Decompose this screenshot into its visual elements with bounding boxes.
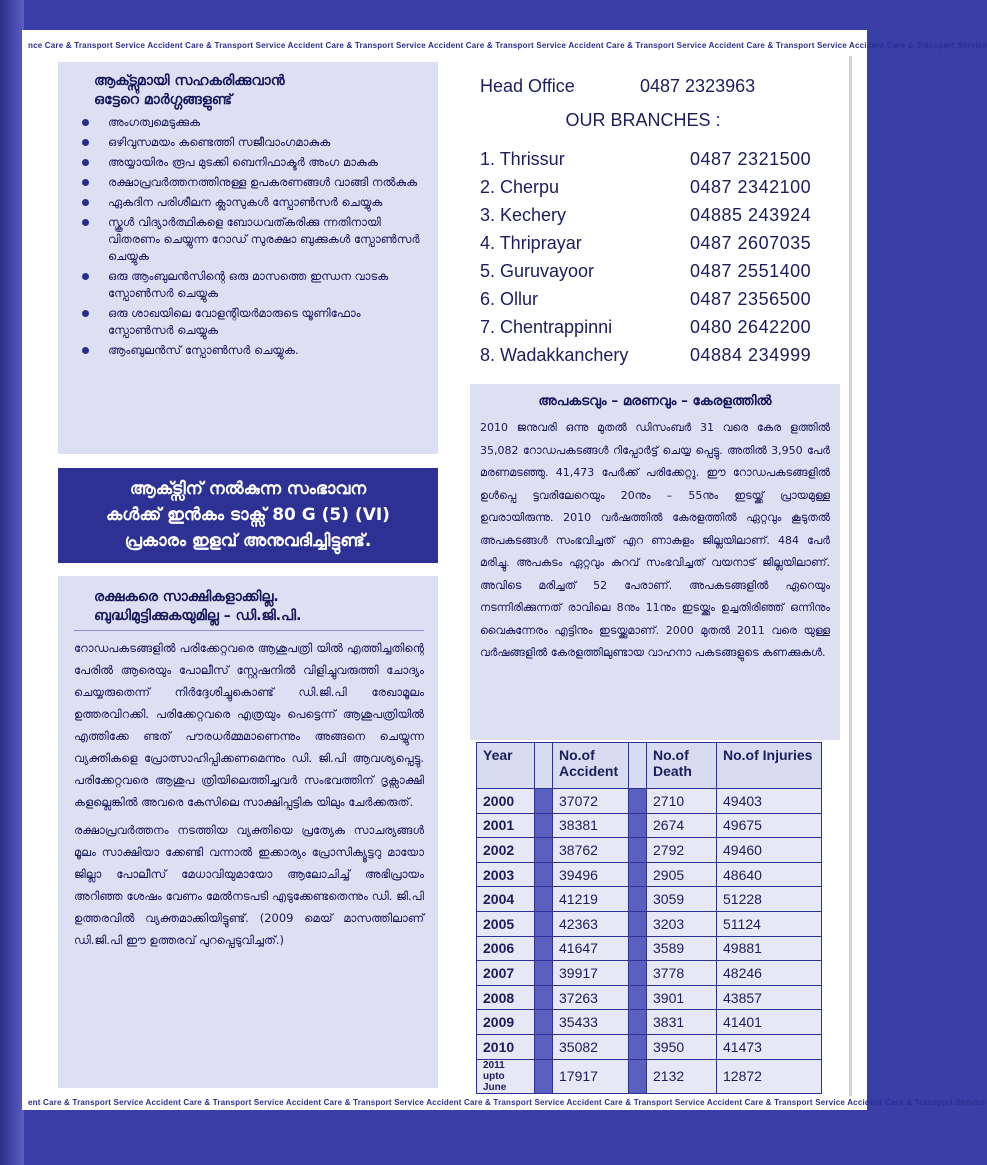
contacts-section xyxy=(470,64,840,372)
cell-accident: 37263 xyxy=(553,985,629,1010)
branch-row xyxy=(480,285,830,313)
cooperation-list xyxy=(72,114,424,359)
cell-accident: 37072 xyxy=(553,789,629,814)
branch-row xyxy=(480,341,830,369)
table-row xyxy=(477,1034,822,1059)
cell-death: 3778 xyxy=(647,961,717,986)
cell-accident: 38762 xyxy=(553,838,629,863)
cell-spacer xyxy=(629,961,647,986)
cell-accident: 41647 xyxy=(553,936,629,961)
cell-spacer xyxy=(535,936,553,961)
cell-spacer xyxy=(535,1010,553,1035)
cooperation-heading-2: ഒട്ടേറെ മാർഗ്ഗങ്ങളുണ്ട് xyxy=(94,92,232,108)
cell-year: 2002 xyxy=(477,838,535,863)
cell-death: 3589 xyxy=(647,936,717,961)
cell-injuries: 51124 xyxy=(717,911,822,936)
head-office-label: Head Office xyxy=(480,76,575,96)
cell-year: 2003 xyxy=(477,862,535,887)
branch-phone: 04884 234999 xyxy=(690,345,812,365)
col-header-injuries: No.of Injuries xyxy=(717,743,822,789)
table-row xyxy=(477,789,822,814)
cell-year: 2008 xyxy=(477,985,535,1010)
list-item: അംഗത്വമെടുക്കുക xyxy=(72,114,424,131)
cell-spacer xyxy=(535,1059,553,1093)
table-row xyxy=(477,862,822,887)
col-header-gap xyxy=(629,743,647,789)
cell-spacer xyxy=(535,838,553,863)
branch-row xyxy=(480,173,830,201)
accidents-heading: അപകടവും – മരണവും – കേരളത്തിൽ xyxy=(538,393,772,409)
cell-spacer xyxy=(629,1010,647,1035)
cell-death: 2905 xyxy=(647,862,717,887)
witness-heading-2: ബുദ്ധിമുട്ടിക്കുകയുമില്ല – ഡി.ജി.പി. xyxy=(74,607,424,631)
cell-year: 2011 upto June xyxy=(477,1059,535,1093)
head-office-row xyxy=(480,76,830,106)
cell-death: 2792 xyxy=(647,838,717,863)
table-row xyxy=(477,1059,822,1093)
cell-spacer xyxy=(535,813,553,838)
cell-year: 2004 xyxy=(477,887,535,912)
cell-injuries: 41473 xyxy=(717,1034,822,1059)
cell-spacer xyxy=(629,789,647,814)
banner-line-3: പ്രകാരം ഇളവ് അനുവദിച്ചിട്ടുണ്ട്. xyxy=(124,531,372,551)
table-row xyxy=(477,1010,822,1035)
cell-spacer xyxy=(535,1034,553,1059)
branch-row xyxy=(480,201,830,229)
cell-death: 3203 xyxy=(647,911,717,936)
page-edge-shadow xyxy=(0,0,24,1165)
witness-paragraph-1: റോഡപകടങ്ങളിൽ പരിക്കേറ്റവരെ ആശുപത്രി യിൽ എത്തിച്ചതിന്റെ പേരിൽ ആരെയും പോലീസ് സ്റ്റേഷനിൽ വിളിച്ചുവരുത്തി ചോദ്യം ചെയ്യരുതെന്ന് നിർദ്ദേശിച്ചുകൊണ്ട് ഡി.ജി.പി രേഖാമൂലം ഉത്തരവിറക്കി. പരിക്കേറ്റവരെ എത്രയും പെട്ടെന്ന് ആശുപത്രിയിൽ എത്തിക്കേ ണ്ടത് പൗരധർമ്മമാണെന്നും അങ്ങനെ ചെയ്യുന്ന വ്യക്തികളെ പ്രോത്സാഹിപ്പിക്കണമെന്നും ഡി. ജി.പി ആവശ്യപ്പെട്ടു. പരിക്കേറ്റവരെ ആശുപ ത്രിയിലെത്തിച്ചവർ സംഭവത്തിന് ദൃക്സാക്ഷി കളല്ലെങ്കിൽ അവരെ കേസിലെ സാക്ഷിപ്പട്ടിക യിലും ചേർക്കരുത്. xyxy=(74,641,424,809)
branch-row xyxy=(480,257,830,285)
cell-death: 3901 xyxy=(647,985,717,1010)
branch-name: 5. Guruvayoor xyxy=(480,261,595,281)
banner-line-2: കൾക്ക് ഇൻകം ടാക്സ് 80 G (5) (VI) xyxy=(106,505,390,525)
col-header-accident: No.of Accident xyxy=(553,743,629,789)
cell-spacer xyxy=(629,862,647,887)
witness-box xyxy=(58,576,438,1088)
branch-phone: 04885 243924 xyxy=(690,205,812,225)
cell-spacer xyxy=(629,936,647,961)
cell-year: 2010 xyxy=(477,1034,535,1059)
cell-spacer xyxy=(629,838,647,863)
branch-phone: 0487 2356500 xyxy=(690,289,812,309)
accidents-body: 2010 ജനുവരി ഒന്നു മുതൽ ഡിസംബർ 31 വരെ കേര ളത്തിൽ 35,082 റോഡപകടങ്ങൾ റിപ്പോർട്ട് ചെയ്യ പ്പെട്ടു. അതിൽ 3,950 പേർ മരണമടഞ്ഞു. 41,473 പേർക്ക് പരിക്കേറ്റു. ഈ റോഡപകടങ്ങളിൽ ഉൾപ്പെ ട്ടവരിലേറെയും 20നും – 55നും ഇടയ്ക്ക് പ്രായമുള്ള ഉവരായിരുന്നു. 2010 വർഷത്തിൽ കേരളത്തിൽ ഏറ്റവും കൂടുതൽ അപകടങ്ങൾ സംഭവിച്ചത് എറ ണാകുളം ജില്ലയിലാണ്. 484 പേർ മരിച്ചു. അപകടം ഏറ്റവും കുറവ് സംഭവിച്ചത് വയനാട് ജില്ലയിലാണ്. അവിടെ മരിച്ചത് 52 പേരാണ്. അപകടങ്ങളിൽ ഏറെയും നടന്നിരിക്കുന്നത് രാവിലെ 8നും 11നും ഇടയ്ക്കും ഉച്ചതിരിഞ്ഞ് ഒന്നിനും വൈകുന്നേരം എട്ടിനും ഇടയ്ക്കുമാണ്. 2000 മുതൽ 2011 വരെ യുള്ള വർഷങ്ങളിൽ കേരളത്തിലുണ്ടായ വാഹനാ പകടങ്ങളുടെ കണക്കുകൾ. xyxy=(480,421,830,659)
branch-phone: 0487 2321500 xyxy=(690,149,812,169)
cell-year: 2006 xyxy=(477,936,535,961)
cell-spacer xyxy=(629,1059,647,1093)
table-body xyxy=(477,789,822,1094)
table-row xyxy=(477,936,822,961)
table-row xyxy=(477,813,822,838)
cell-injuries: 43857 xyxy=(717,985,822,1010)
cell-spacer xyxy=(535,789,553,814)
branch-name: 8. Wadakkanchery xyxy=(480,345,629,365)
branch-phone: 0487 2551400 xyxy=(690,261,812,281)
cell-spacer xyxy=(629,985,647,1010)
list-item: ഏകദിന പരിശീലന ക്ലാസുകൾ സ്പോൺസർ ചെയ്യുക xyxy=(72,194,424,211)
cell-spacer xyxy=(535,985,553,1010)
cell-accident: 39917 xyxy=(553,961,629,986)
cell-spacer xyxy=(535,911,553,936)
branch-name: 1. Thrissur xyxy=(480,149,565,169)
cell-injuries: 51228 xyxy=(717,887,822,912)
cell-accident: 38381 xyxy=(553,813,629,838)
cell-injuries: 49460 xyxy=(717,838,822,863)
table-row xyxy=(477,838,822,863)
tax-exemption-banner xyxy=(58,468,438,563)
branch-phone: 0480 2642200 xyxy=(690,317,812,337)
cell-year: 2009 xyxy=(477,1010,535,1035)
branch-row xyxy=(480,313,830,341)
bottom-service-strip: ent Care & Transport Service Accident Care & Transport Service Accident Care & Transport Service Accident Care & Transport Service Accident Care & Transport Service Accident Care & Transport Service Accident Care & Transport Service xyxy=(28,1098,986,1107)
witness-heading-1: രക്ഷകരെ സാക്ഷികളാക്കില്ല. xyxy=(94,589,279,605)
branch-list xyxy=(480,145,830,369)
col-header-gap xyxy=(535,743,553,789)
cell-accident: 35433 xyxy=(553,1010,629,1035)
cell-death: 3950 xyxy=(647,1034,717,1059)
top-service-strip: nce Care & Transport Service Accident Care & Transport Service Accident Care & Transport Service Accident Care & Transport Service Accident Care & Transport Service Accident Care & Transport Service Accident Care & Transport Service xyxy=(28,41,987,50)
branch-name: 6. Ollur xyxy=(480,289,539,309)
cell-spacer xyxy=(629,887,647,912)
cell-year: 2001 xyxy=(477,813,535,838)
branch-name: 2. Cherpu xyxy=(480,177,560,197)
list-item: ഒരു ശാഖയിലെ വോളന്റിയർമാരുടെ യൂണിഫോം സ്പോൺസർ ചെയ്യുക xyxy=(72,305,424,339)
cooperation-box xyxy=(58,62,438,454)
cell-spacer xyxy=(535,961,553,986)
cell-accident: 39496 xyxy=(553,862,629,887)
cell-death: 3059 xyxy=(647,887,717,912)
list-item: ഒരു ആംബുലൻസിന്റെ ഒരു മാസത്തെ ഇന്ധന വാടക സ്പോൺസർ ചെയ്യുക xyxy=(72,268,424,302)
banner-line-1: ആക്ട്സിന് നൽകുന്ന സംഭാവന xyxy=(129,479,367,499)
witness-paragraph-2: രക്ഷാപ്രവർത്തനം നടത്തിയ വ്യക്തിയെ പ്രത്യേക സാചര്യങ്ങൾ മൂലം സാക്ഷിയാ ക്കേണ്ടി വന്നാൽ ഇക്കാര്യം പ്രോസിക്യൂട്ടറു മായോ ജില്ലാ പോലീസ് മേധാവിയുമായോ ആലോചിച്ച് അഭിപ്രായം അറിഞ്ഞ ശേഷം വേണം മേൽനടപടി എടുക്കേണ്ടതെന്നും ഡി. ജി.പി ഉത്തരവിൽ വ്യക്തമാക്കിയിട്ടുണ്ട്. (2009 മെയ് മാസത്തിലാണ് ഡി.ജി.പി ഈ ഉത്തരവ് പുറപ്പെടുവിച്ചത്.) xyxy=(74,823,424,947)
cell-accident: 35082 xyxy=(553,1034,629,1059)
table-row xyxy=(477,961,822,986)
cell-death: 3831 xyxy=(647,1010,717,1035)
list-item: രക്ഷാപ്രവർത്തനത്തിനുള്ള ഉപകരണങ്ങൾ വാങ്ങി നൽകുക xyxy=(72,174,424,191)
table-row xyxy=(477,887,822,912)
branch-phone: 0487 2342100 xyxy=(690,177,812,197)
list-item: ഒഴിവുസമയം കണ്ടെത്തി സജീവാംഗമാകുക xyxy=(72,134,424,151)
cell-spacer xyxy=(535,887,553,912)
cell-accident: 17917 xyxy=(553,1059,629,1093)
table-row xyxy=(477,911,822,936)
col-header-year: Year xyxy=(477,743,535,789)
list-item: ആംബുലൻസ് സ്പോൺസർ ചെയ്യുക. xyxy=(72,342,424,359)
cell-year: 2007 xyxy=(477,961,535,986)
cell-spacer xyxy=(629,813,647,838)
cell-death: 2132 xyxy=(647,1059,717,1093)
accidents-section xyxy=(470,384,840,740)
cell-injuries: 48640 xyxy=(717,862,822,887)
branch-row xyxy=(480,145,830,173)
branches-heading: OUR BRANCHES : xyxy=(565,110,721,130)
accident-stats-table xyxy=(476,742,822,1094)
cell-injuries: 49403 xyxy=(717,789,822,814)
cell-death: 2674 xyxy=(647,813,717,838)
head-office-phone: 0487 2323963 xyxy=(640,76,756,96)
branch-row xyxy=(480,229,830,257)
cell-death: 2710 xyxy=(647,789,717,814)
branch-name: 3. Kechery xyxy=(480,205,567,225)
cooperation-heading-1: ആക്ട്സുമായി സഹകരിക്കുവാൻ xyxy=(94,73,285,89)
branch-name: 4. Thriprayar xyxy=(480,233,582,253)
table-row xyxy=(477,985,822,1010)
col-header-death: No.of Death xyxy=(647,743,717,789)
cell-year: 2005 xyxy=(477,911,535,936)
cell-year: 2000 xyxy=(477,789,535,814)
cell-injuries: 41401 xyxy=(717,1010,822,1035)
cell-injuries: 12872 xyxy=(717,1059,822,1093)
table-header-row xyxy=(477,743,822,789)
list-item: അയ്യായിരം രൂപ മുടക്കി ബെനിഫാക്ടർ അംഗ മാകുക xyxy=(72,154,424,171)
branch-name: 7. Chentrappinni xyxy=(480,317,613,337)
cell-spacer xyxy=(629,1034,647,1059)
cell-accident: 42363 xyxy=(553,911,629,936)
cell-injuries: 49675 xyxy=(717,813,822,838)
cell-injuries: 49881 xyxy=(717,936,822,961)
cell-spacer xyxy=(535,862,553,887)
list-item: സ്കൂൾ വിദ്യാർത്ഥികളെ ബോധവത്കരിക്കു ന്നതിനായി വിതരണം ചെയ്യുന്ന റോഡ് സുരക്ഷാ ബുക്കുകൾ സ്പോൺസർ ചെയ്യുക xyxy=(72,214,424,265)
cell-injuries: 48246 xyxy=(717,961,822,986)
cell-spacer xyxy=(629,911,647,936)
branch-phone: 0487 2607035 xyxy=(690,233,812,253)
cell-accident: 41219 xyxy=(553,887,629,912)
